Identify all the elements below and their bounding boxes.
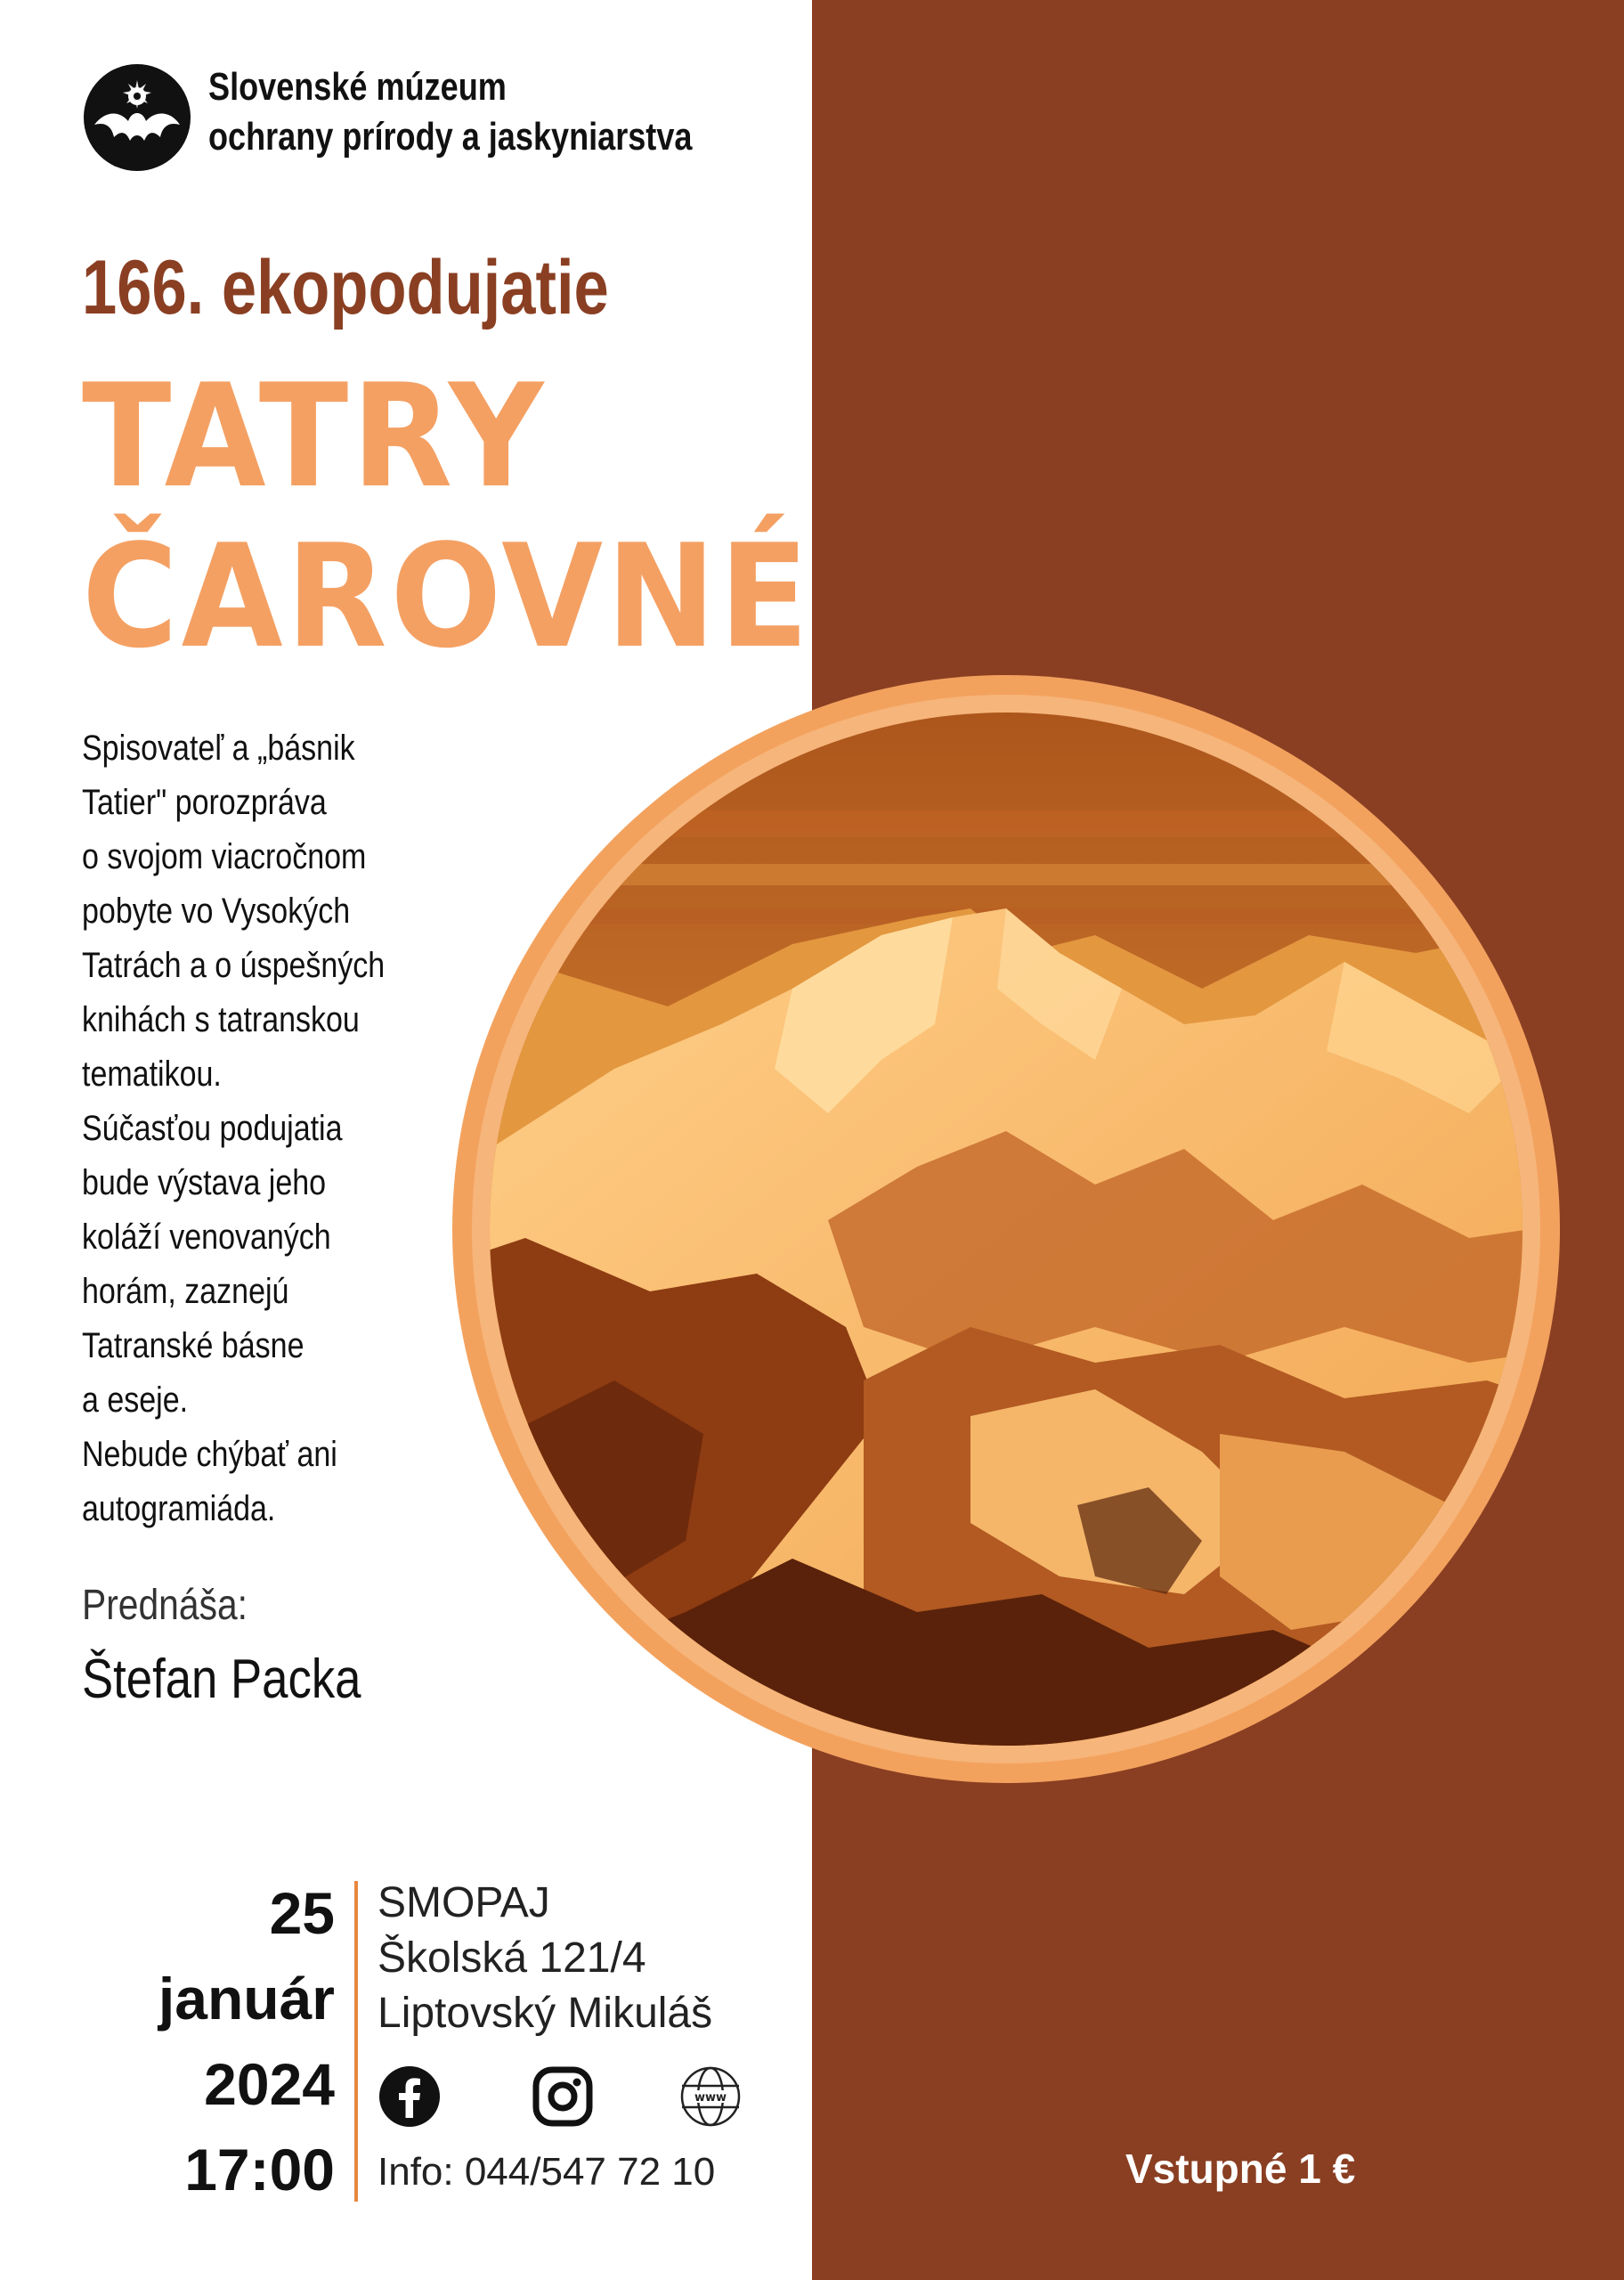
- venue-line3: Liptovský Mikuláš: [378, 1990, 713, 2037]
- organization-name: [208, 62, 799, 162]
- lecturer-label: Prednáša:: [82, 1582, 248, 1629]
- date-day: 25: [269, 1880, 335, 1946]
- event-subtitle: 166. ekopodujatie: [82, 245, 609, 330]
- venue: [378, 1876, 712, 2041]
- lecturer-name: Štefan Packa: [82, 1649, 361, 1710]
- date-month: január: [158, 1966, 335, 2032]
- event-description: [82, 721, 465, 1536]
- www-label: www: [694, 2091, 727, 2105]
- info-phone: Info: 044/547 72 10: [378, 2150, 716, 2194]
- organization-line2: ochrany prírody a jaskyniarstva: [208, 115, 693, 159]
- description-line: a eseje.: [82, 1380, 189, 1420]
- description-line: Tatranské básne: [82, 1326, 304, 1365]
- description-line: autogramiáda.: [82, 1489, 276, 1528]
- date-time: 17:00: [184, 2137, 335, 2203]
- facebook-icon[interactable]: [378, 2064, 442, 2129]
- description-line: Tatrách a o úspešných: [82, 946, 386, 985]
- venue-line2: Školská 121/4: [378, 1934, 646, 1982]
- description-line: knihách s tatranskou: [82, 1000, 360, 1039]
- venue-line1: SMOPAJ: [378, 1879, 550, 1926]
- description-line: pobyte vo Vysokých: [82, 892, 351, 931]
- description-line: tematikou.: [82, 1054, 222, 1094]
- description-line: Tatier" porozpráva: [82, 783, 327, 822]
- event-title-line1: TATRY: [82, 353, 548, 519]
- organization-line1: Slovenské múzeum: [208, 65, 507, 109]
- www-icon[interactable]: [678, 2064, 743, 2129]
- description-line: koláží venovaných: [82, 1217, 331, 1257]
- instagram-icon[interactable]: [531, 2064, 595, 2129]
- description-line: bude výstava jeho: [82, 1163, 327, 1202]
- description-line: Nebude chýbať ani: [82, 1435, 337, 1474]
- event-date: [158, 1870, 335, 2212]
- event-title: [82, 353, 875, 680]
- bat-icon: [82, 62, 192, 173]
- description-line: Spisovateľ a „básnik: [82, 729, 355, 768]
- mountain-photo: [418, 650, 1594, 1808]
- description-line: Súčasťou podujatia: [82, 1109, 343, 1148]
- description-line: o svojom viacročnom: [82, 837, 367, 876]
- description-line: horám, zaznejú: [82, 1272, 289, 1311]
- event-title-line2: ČAROVNÉ: [82, 513, 812, 680]
- admission-fee: Vstupné 1 €: [1125, 2146, 1356, 2192]
- date-year: 2024: [204, 2051, 335, 2117]
- date-divider: [354, 1881, 358, 2202]
